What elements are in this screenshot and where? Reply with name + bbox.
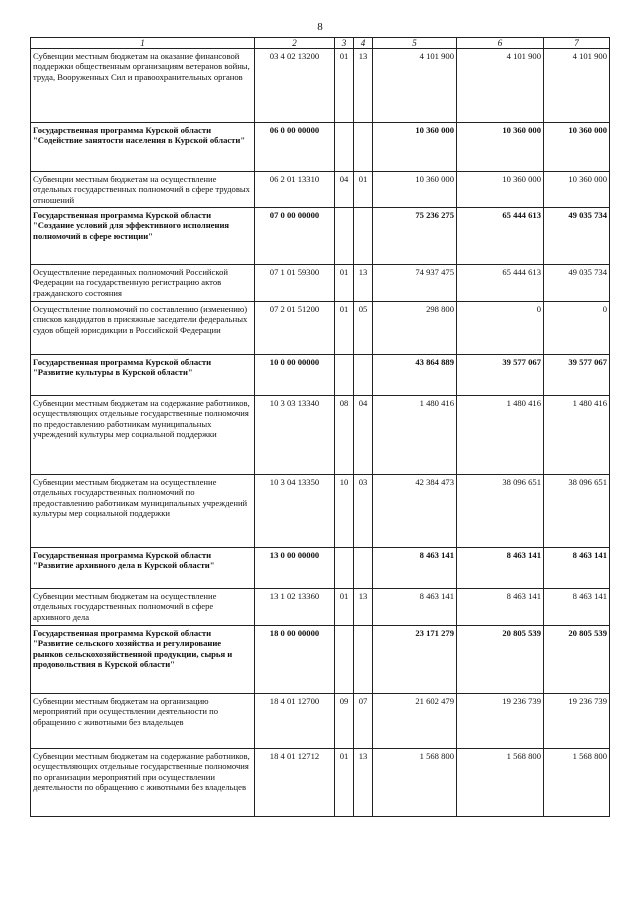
cell-target-code: 03 4 02 13200 [255,49,335,123]
cell-name: Государственная программа Курской области "Создание условий для эффективного исполнения полномочий в сфере юстиции" [31,208,255,265]
cell-target-code: 18 4 01 12700 [255,694,335,749]
cell-name: Субвенции местным бюджетам на осуществление отдельных государственных полномочий в сфере архивного дела [31,589,255,626]
budget-table [30,37,610,817]
cell-target-code: 07 0 00 00000 [255,208,335,265]
cell-amount-1: 4 101 900 [373,49,457,123]
cell-section: 01 [335,302,354,355]
cell-name: Осуществление переданных полномочий Российской Федерации на государственную регистрацию актов гражданского состояния [31,265,255,302]
table-row [31,265,610,302]
cell-amount-3: 39 577 067 [544,355,610,396]
cell-name: Субвенции местным бюджетам на организацию мероприятий при осуществлении деятельности по обращению с животными без владельцев [31,694,255,749]
program-row [31,626,610,694]
cell-amount-1: 74 937 475 [373,265,457,302]
cell-section: 10 [335,475,354,548]
cell-amount-2: 20 805 539 [457,626,544,694]
cell-amount-1: 1 568 800 [373,749,457,817]
program-row [31,548,610,589]
table-row [31,49,610,123]
cell-name: Государственная программа Курской области "Развитие архивного дела в Курской области" [31,548,255,589]
cell-amount-2: 0 [457,302,544,355]
cell-amount-1: 42 384 473 [373,475,457,548]
cell-name: Субвенции местным бюджетам на осуществление отдельных государственных полномочий в сфере трудовых отношений [31,172,255,208]
cell-amount-3: 8 463 141 [544,589,610,626]
cell-subsection: 13 [354,589,373,626]
cell-amount-3: 8 463 141 [544,548,610,589]
cell-subsection: 01 [354,172,373,208]
cell-section: 01 [335,265,354,302]
cell-amount-3: 38 096 651 [544,475,610,548]
cell-amount-3: 19 236 739 [544,694,610,749]
cell-target-code: 06 0 00 00000 [255,123,335,172]
cell-amount-2: 4 101 900 [457,49,544,123]
cell-amount-3: 4 101 900 [544,49,610,123]
cell-amount-2: 8 463 141 [457,589,544,626]
table-row [31,749,610,817]
cell-section [335,123,354,172]
cell-section: 08 [335,396,354,475]
cell-amount-2: 65 444 613 [457,208,544,265]
cell-amount-1: 75 236 275 [373,208,457,265]
cell-name: Государственная программа Курской области "Содействие занятости населения в Курской области" [31,123,255,172]
program-row [31,208,610,265]
page-number: 8 [317,21,323,33]
cell-amount-2: 10 360 000 [457,172,544,208]
cell-subsection [354,548,373,589]
cell-subsection: 05 [354,302,373,355]
column-header-subsection: 4 [354,38,373,49]
cell-section [335,626,354,694]
column-header-amount-3: 7 [544,38,610,49]
cell-subsection: 13 [354,749,373,817]
cell-name: Субвенции местным бюджетам на содержание работников, осуществляющих отдельные государственные полномочия по предоставлению работникам муниципальных учреждений культуры мер социальной поддержки [31,396,255,475]
cell-target-code: 10 3 04 13350 [255,475,335,548]
cell-subsection: 13 [354,49,373,123]
cell-target-code: 18 0 00 00000 [255,626,335,694]
cell-name: Государственная программа Курской области "Развитие культуры в Курской области" [31,355,255,396]
cell-amount-2: 39 577 067 [457,355,544,396]
cell-target-code: 10 0 00 00000 [255,355,335,396]
cell-amount-2: 19 236 739 [457,694,544,749]
cell-subsection: 07 [354,694,373,749]
cell-subsection [354,355,373,396]
cell-amount-1: 10 360 000 [373,123,457,172]
cell-amount-3: 10 360 000 [544,172,610,208]
cell-amount-1: 23 171 279 [373,626,457,694]
cell-amount-2: 1 568 800 [457,749,544,817]
table-row [31,694,610,749]
cell-amount-2: 10 360 000 [457,123,544,172]
cell-amount-3: 10 360 000 [544,123,610,172]
cell-amount-3: 20 805 539 [544,626,610,694]
cell-section: 01 [335,749,354,817]
table-row [31,589,610,626]
cell-target-code: 07 2 01 51200 [255,302,335,355]
table-row [31,302,610,355]
cell-name: Субвенции местным бюджетам на содержание работников, осуществляющих отдельные государственные полномочия по организации мероприятий при осуществлении деятельности по обращению с животными без владельцев [31,749,255,817]
cell-target-code: 06 2 01 13310 [255,172,335,208]
header-row [31,38,610,49]
cell-subsection: 03 [354,475,373,548]
cell-section [335,208,354,265]
column-header-section: 3 [335,38,354,49]
cell-name: Субвенции местным бюджетам на оказание финансовой поддержки общественным организациям ветеранов войны, труда, Вооруженных Сил и правоохранительных органов [31,49,255,123]
table-row [31,172,610,208]
cell-target-code: 13 0 00 00000 [255,548,335,589]
cell-amount-3: 49 035 734 [544,208,610,265]
cell-amount-1: 1 480 416 [373,396,457,475]
cell-amount-3: 1 480 416 [544,396,610,475]
program-row [31,123,610,172]
cell-section: 04 [335,172,354,208]
cell-amount-3: 1 568 800 [544,749,610,817]
cell-section [335,548,354,589]
column-header-code: 2 [255,38,335,49]
cell-amount-1: 10 360 000 [373,172,457,208]
program-row [31,355,610,396]
cell-section: 09 [335,694,354,749]
cell-subsection [354,123,373,172]
cell-name: Субвенции местным бюджетам на осуществление отдельных государственных полномочий по предоставлению работникам муниципальных учреждений культуры мер социальной поддержки [31,475,255,548]
cell-target-code: 10 3 03 13340 [255,396,335,475]
cell-section: 01 [335,589,354,626]
cell-name: Осуществление полномочий по составлению (изменению) списков кандидатов в присяжные заседатели федеральных судов общей юрисдикции в Российской Федерации [31,302,255,355]
cell-amount-1: 298 800 [373,302,457,355]
cell-amount-3: 0 [544,302,610,355]
cell-amount-2: 1 480 416 [457,396,544,475]
cell-subsection [354,626,373,694]
cell-section: 01 [335,49,354,123]
cell-target-code: 18 4 01 12712 [255,749,335,817]
table-row [31,475,610,548]
column-header-amount-1: 5 [373,38,457,49]
cell-target-code: 07 1 01 59300 [255,265,335,302]
cell-name: Государственная программа Курской области "Развитие сельского хозяйства и регулирование рынков сельскохозяйственной продукции, сырья и продовольствия в Курской области" [31,626,255,694]
table-row [31,396,610,475]
cell-section [335,355,354,396]
cell-amount-2: 65 444 613 [457,265,544,302]
cell-amount-2: 38 096 651 [457,475,544,548]
cell-subsection: 13 [354,265,373,302]
column-header-amount-2: 6 [457,38,544,49]
cell-amount-2: 8 463 141 [457,548,544,589]
cell-amount-1: 21 602 479 [373,694,457,749]
cell-amount-1: 8 463 141 [373,548,457,589]
column-header-name: 1 [31,38,255,49]
cell-amount-1: 43 864 889 [373,355,457,396]
cell-subsection: 04 [354,396,373,475]
cell-target-code: 13 1 02 13360 [255,589,335,626]
cell-subsection [354,208,373,265]
cell-amount-1: 8 463 141 [373,589,457,626]
cell-amount-3: 49 035 734 [544,265,610,302]
